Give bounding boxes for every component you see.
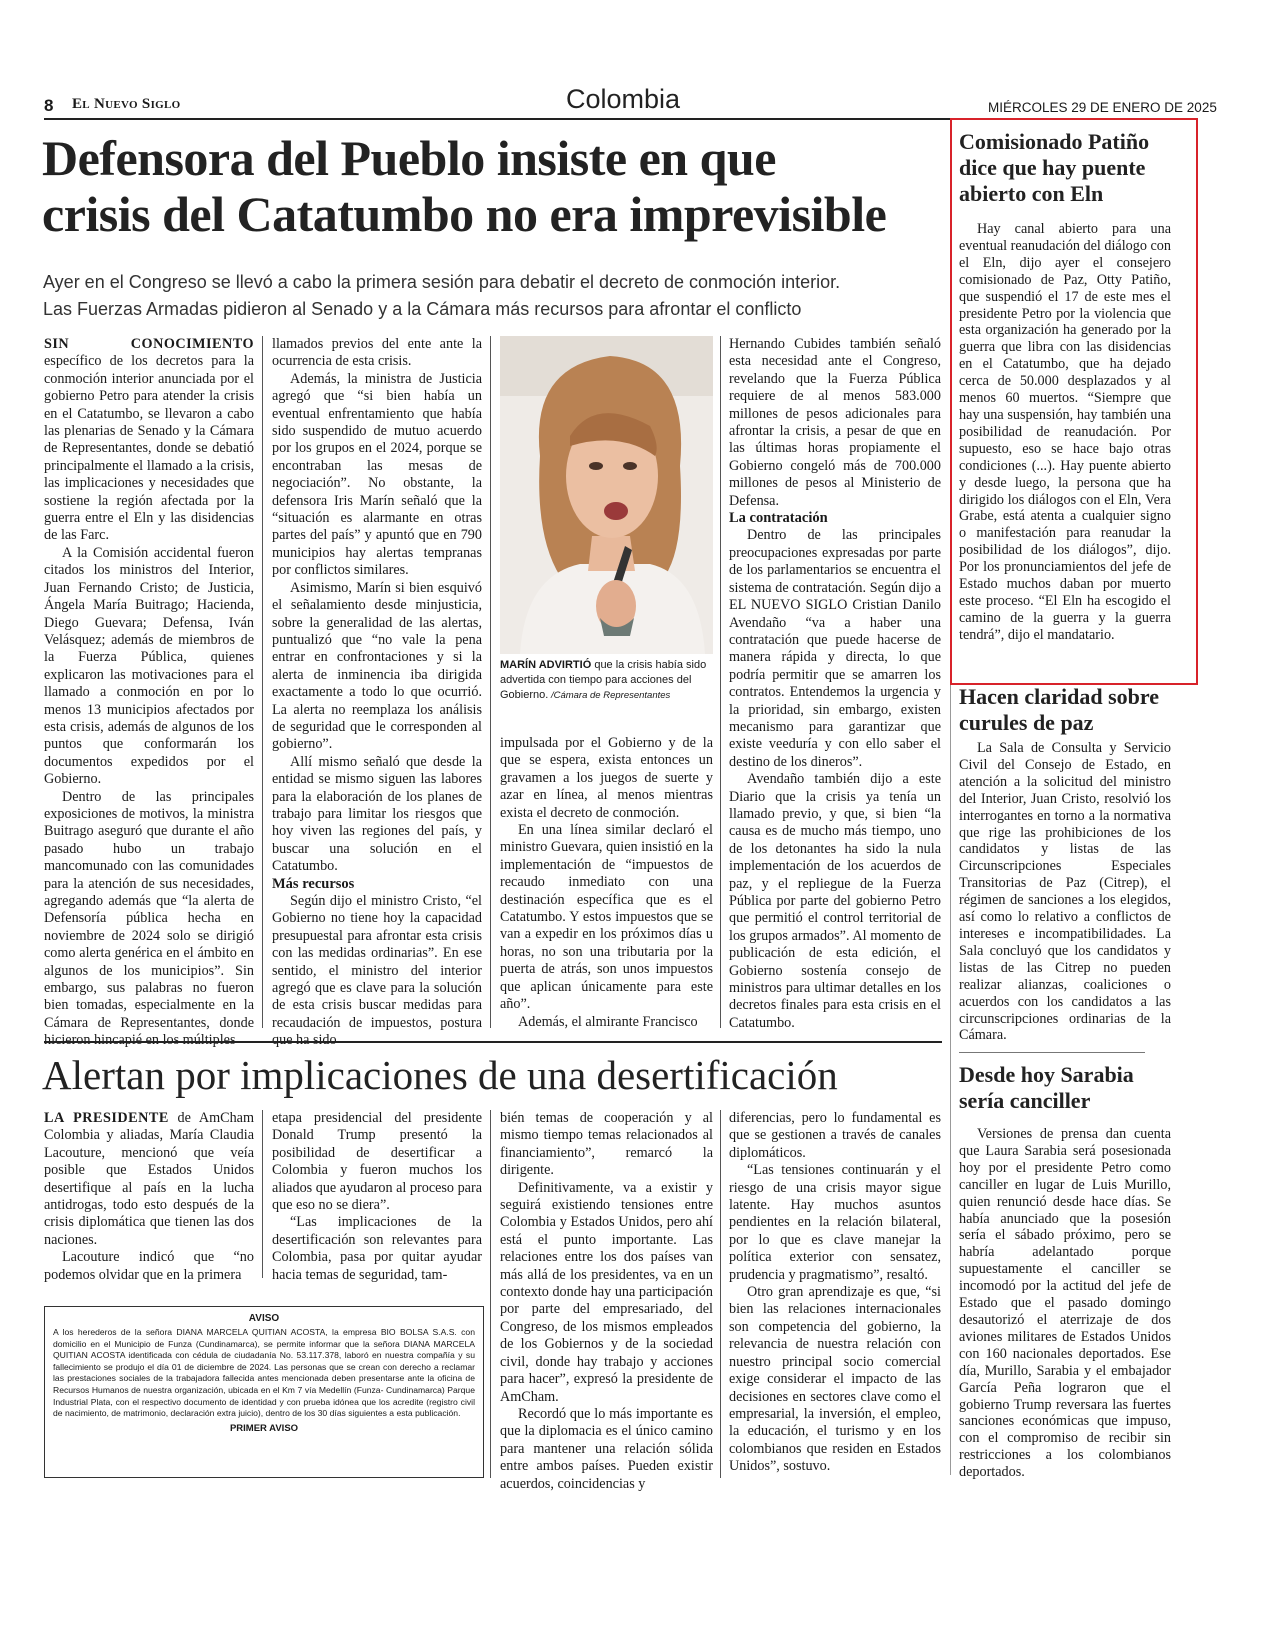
notice-box: [44, 1306, 484, 1478]
second-col1-p1: de AmCham Colombia y aliadas, María Claudia Lacouture, mencionó que veía posible que Estados Unidos desertifique al país en la lucha antidrogas, todo esto después de la crisis diplomática que tienen las dos naciones.: [44, 1110, 255, 1248]
sidebar-story1-body: [959, 221, 1171, 671]
main-col1-p2: A la Comisión accidental fueron citados los ministros del Interior, Juan Fernando Cristo; de Justicia, Ángela María Buitrago; Hacienda, Diego Guevara; Defensa, Iván Velásquez; además de miembros de la Fuerza Pública, quienes explicaron las motivaciones para el llamado a conmoción en por lo menos 13 municipios afectados por esta crisis, además de algunos de los puntos que conformarán los documentos expedidos por el Gobierno.: [44, 544, 254, 788]
subhead-mas-recursos: Más recursos: [272, 875, 355, 892]
header-rule: [44, 118, 982, 120]
main-col2-p3: Asimismo, Marín si bien esquivó el señalamiento desde minjusticia, sobre la generalidad de las alertas, puntualizó que “no vale la pena entrar en confrontaciones y si la alerta de inminencia iba dirigida exactamente a todo lo que ocurrió. La alerta no reemplaza los análisis de seguridad que le corresponden al gobierno”.: [272, 579, 482, 753]
notice-body: A los herederos de la señora DIANA MARCELA QUITIAN ACOSTA, la empresa BIO BOLSA S.A.S. con domicilio en el Municipio de Funza (Cundinamarca), se permite informar que la señora DIANA MARCELA QUITIAN ACOSTA identificada con cédula de ciudadanía No. 53.117.378, laboró en nuestra compañía y su fallecimiento se produjo el día 01 de diciembre de 2024. Las personas que se crean con derecho a reclamar las prestaciones sociales de la trabajadora fallecida antes mencionada deben presentarse ante la oficina de Recursos Humanos de nuestra organización, ubicada en el Km 7 vía Medellín (Funza- Cundinamarca) Parque Industrial Plata, con el respectivo documento de identidad y con prueba idónea que los acredite (registro civil de nacimiento, de matrimonio, declaración extra juicio), dentro de los 30 días siguientes a esta publicación.: [53, 1327, 475, 1419]
second-col3-p1: bién temas de cooperación y al mismo tiempo temas relacionados al financiamiento”, remarcó la dirigente.: [500, 1110, 713, 1179]
sidebar-story1-text: Hay canal abierto para una eventual reanudación del diálogo con el Eln, dijo ayer el consejero comisionado de Paz, Otty Patiño, que suspendió el 17 de este mes el presidente Petro por la violencia que esta organización ha generado por la guerra que libra con las disidencias en el Catatumbo, que ha dejado cerca de 50.000 desplazados y al menos 60 muertos. “Siempre que hay una suspensión, hay también una posibilidad de reanudación. Por supuesto, eso se hace bajo otras condiciones (...). Hay puente abierto y desde luego, la persona que ha dirigido los diálogos con el Eln, Vera Grabe, está atenta a cualquier signo o manifestación para reanudar la posibilidad de los diálogos”, dijo. Por los pronunciamientos del jefe de Estado muchos daban por muerto este proceso. “El Eln ha escogido el camino de la guerra y la guerra tendrá”, dijo el mandatario.: [959, 221, 1171, 643]
notice-footer: PRIMER AVISO: [229, 1422, 299, 1434]
main-col2-p1: llamados previos del ente ante la ocurrencia de esta crisis.: [272, 336, 482, 370]
sidebar-story1-headline: Comisionado Patiño dice que hay puente abierto con Eln: [959, 129, 1150, 206]
photo-credit: /Cámara de Representantes: [548, 690, 671, 701]
sidebar-story2-headline: Hacen claridad sobre curules de paz: [959, 684, 1160, 735]
second-headline: Alertan por implicaciones de una desertificación: [42, 1052, 838, 1098]
main-col1-p1: específico de los decretos para la conmoción interior anunciada por el gobierno Petro para atender la crisis en el Catatumbo, se llevaron a cabo las plenarias de Senado y la Cámara de Representantes, donde se debatió principalmente el llamado a la crisis, las implicaciones y necesidades que sostiene la región afectada por la guerra entre el Eln y las disidencias de las Farc.: [44, 353, 254, 544]
main-deck-line2: Las Fuerzas Armadas pidieron al Senado y a la Cámara más recursos para afrontar el conflicto: [43, 299, 802, 319]
masthead-logo: El Nuevo Siglo: [72, 96, 181, 112]
second-col4-p1: diferencias, pero lo fundamental es que se gestionen a través de canales diplomáticos.: [729, 1110, 941, 1161]
portrait-illustration: [500, 336, 713, 654]
main-deck-line1: Ayer en el Congreso se llevó a cabo la primera sesión para debatir el decreto de conmoción interior.: [43, 272, 841, 292]
sidebar-story3-text: Versiones de prensa dan cuenta que Laura Sarabia será posesionada hoy por el presidente Petro como canciller en lugar de Luis Murillo, quien renunció desde hace días. Se había anunciado que la posesión sería el sábado próximo, pero se habría adelantado porque supuestamente el canciller se incomodó por la actitud del jefe de Estado que el pasado domingo desautorizó el aterrizaje de dos aviones militares de Estados Unidos con 160 nacionales deportados. Ese día, Murillo, Sarabia y el embajador García Peña lograron que el gobierno Trump reversara las fuertes sanciones económicas que impuso, con el compromiso de recibir sin restricciones a los colombianos deportados.: [959, 1126, 1171, 1481]
second-col4-p2: “Las tensiones continuarán y el riesgo de una crisis mayor sigue latente. Hay muchos asuntos pendientes en la relación bilateral, por lo que es clave manejar la política exterior con sensatez, prudencia y pragmatismo”, resaltó.: [729, 1162, 941, 1283]
column-divider: [490, 336, 491, 1028]
main-col4-p2: Dentro de las principales preocupaciones expresadas por parte de los parlamentarios se encuentra el sistema de contratación. Según dijo a EL NUEVO SIGLO Cristian Danilo Avendaño “va a haber una contratación que puede hacerse de manera rápida y directa, lo que podría permitir que se amarren los contratos. Entendemos la urgencia y la prioridad, sin embargo, existen mecanismo para garantizar que existe veeduría y con ello saber el destino de los dineros”.: [729, 527, 941, 770]
photo-caption: [500, 658, 713, 703]
caption-lead: MARÍN ADVIRTIÓ: [500, 659, 592, 671]
main-col-2: [272, 336, 482, 1036]
notice-title: AVISO: [248, 1313, 280, 1324]
main-col2-p4: Allí mismo señaló que desde la entidad se mismo siguen las labores para la elaboración de los planes de trabajo para limitar los riesgos que hoy viven las regiones del país, y buscar una solución en el Catatumbo.: [272, 753, 482, 875]
second-col3-p2: Definitivamente, va a existir y seguirá existiendo tensiones entre Colombia y Estados Unidos, pero ahí está el punto importante. Las relaciones entre los dos países van más allá de los presidentes, va en un contexto donde hay una participación por parte del empresariado, del Congreso, de los mismos empleados de los Gobiernos y de la sociedad civil, donde hay trabajo y acciones para hacer”, expresó la presidente de AmCham.: [500, 1179, 713, 1405]
second-col2-p1: etapa presidencial del presidente Donald Trump presentó la posibilidad de desertificar a Colombia y fueron muchos los aliados que ayudaron al proceso para que eso no se diera”.: [272, 1110, 482, 1214]
main-col-3: [500, 735, 713, 1030]
main-headline-line1: Defensora del Pueblo insiste en que: [42, 130, 776, 186]
second-col2-p2: “Las implicaciones de la desertificación son relevantes para Colombia, pasa por quitar ayudar hacia temas de seguridad, tam-: [272, 1214, 482, 1283]
main-col4-p3: Avendaño también dijo a este Diario que la crisis ya tenía un llamado previo, y que, si bien “la causa es de mucho más tiempo, uno de los detonantes ha sido la nula implementación de los acuerdos de paz, y el repliegue de la Fuerza Pública por parte del gobierno Petro que permitió el control territorial de los grupos armados”. Al momento de publicación de esta edición, el Gobierno sostenía consejo de ministros para ultimar detalles en los decretos finales para esta crisis en el Catatumbo.: [729, 771, 941, 1031]
sidebar-story2-body: [959, 740, 1171, 1044]
main-col4-p1: Hernando Cubides también señaló esta necesidad ante el Congreso, revelando que la Fuerza Pública requiere de al menos 583.000 millones de pesos adicionales para afrontar la crisis, a pesar de que en las últimas horas propiamente el Gobierno congeló más de 700.000 millones de pesos al Ministerio de Defensa.: [729, 336, 941, 509]
main-col3-p3: Además, el almirante Francisco: [518, 1013, 698, 1030]
main-col2-p5: Según dijo el ministro Cristo, “el Gobierno no tiene hoy la capacidad presupuestal para afrontar esta crisis con las medidas ordinarias”. En ese sentido, el ministro del interior agregó que es clave para la solución de esta crisis buscar medidas para recaudación de impuestos, postura: [272, 893, 482, 1031]
subhead-la-contratacion: La contratación: [729, 510, 828, 527]
main-lead: SIN CONOCIMIENTO: [44, 336, 254, 352]
caption-text: que la crisis había sido advertida con tiempo para acciones del Gobierno.: [500, 659, 707, 701]
second-lead: LA PRESIDENTE: [44, 1110, 169, 1126]
page-date: MIÉRCOLES 29 DE ENERO DE 2025: [988, 100, 1217, 115]
column-divider: [262, 1110, 263, 1278]
sidebar-story3-body: [959, 1126, 1171, 1481]
main-col3-p1: impulsada por el Gobierno y de la que se espera, exista entonces un gravamen a los juegos de suerte y azar en línea, al menos mientras exista el decreto de conmoción.: [500, 735, 713, 821]
column-divider: [490, 1110, 491, 1478]
section-rule: [44, 1041, 942, 1043]
second-col-4: [729, 1110, 941, 1478]
main-col-4: [729, 336, 941, 1036]
main-col3-p2: En una línea similar declaró el ministro Guevara, quien insistió en la implementación de “impuestos de recaudo inmediato con una destinación específica que es el Catatumbo. Y estos impuestos que se van a expedir en los próximos días u horas, no son una tributaria por la puerta de atrás, son unos impuestos que aplican únicamente para este año”.: [500, 822, 713, 1013]
main-deck: [43, 269, 983, 323]
second-col-2: [272, 1110, 482, 1283]
sidebar-story3-headline: Desde hoy Sarabia sería canciller: [959, 1062, 1134, 1113]
second-col4-p3: Otro gran aprendizaje es que, “si bien las relaciones internacionales son competencia del gobierno, la relevancia de nuestra relación con nuestro principal socio comercial exige considerar el impacto de las decisiones en sectores clave como el empresarial, la inversión, el empleo, la educación, el turismo y en los colombianos que residen en Estados Unidos”, sostuvo.: [729, 1284, 941, 1475]
sidebar-rule: [959, 1052, 1145, 1053]
column-divider: [720, 1110, 721, 1478]
section-title: Colombia: [566, 84, 681, 114]
main-headline: [42, 130, 982, 242]
sidebar-story2-text: La Sala de Consulta y Servicio Civil del Consejo de Estado, en atención a la solicitud del ministro del Interior, Juan Cristo, resolvió los interrogantes en torno a la normativa que rige las prohibiciones de los candidatos y listas de las Circunscripciones Especiales Transitorias de Paz (Citrep), el régimen de sanciones a los elegidos, así como lo relativo a conflictos de intereses e incompatibilidades. La Sala concluyó que los candidatos y listas de las Citrep no pueden realizar alianzas, coaliciones o acuerdos con los candidatos a las circunscripciones ordinarias de la Cámara.: [959, 740, 1171, 1044]
second-col1-p2: Lacouture indicó que “no podemos olvidar que en la primera: [44, 1249, 254, 1283]
main-col-1: [44, 336, 254, 1036]
main-col1-p3: Dentro de las principales exposiciones de motivos, la ministra Buitrago aseguró que durante el año pasado hubo un trabajo mancomunado con las comunidades para la atención de sus necesidades, agregando además que “la alerta de Defensoría pública hecha en noviembre de 2024 solo se dirigió como alerta genérica en el ámbito en algunos de los municipios”. Sin embargo, sus palabras no fueron bien tomadas, especialmente en la Cámara de Representantes, donde: [44, 788, 254, 1031]
main-col2-p2: Además, la ministra de Justicia agregó que “si bien había un eventual enfrentamiento que había sido suspendido de mutuo acuerdo por los grupos en el 2024, porque se encontraban las mesas de negociación”. No obstante, la defensora Iris Marín señaló que la “situación es alarmante en otras partes del país” y apuntó que en 790 municipios hay alertas tempranas por conflictos similares.: [272, 370, 482, 579]
page-number: 8: [44, 96, 54, 115]
second-col-1: [44, 1110, 255, 1283]
second-col-3: [500, 1110, 713, 1492]
column-divider: [262, 336, 263, 1028]
second-col3-p3: Recordó que lo más importante es que la diplomacia es el único camino para mantener una relación sólida entre ambos países. Pueden existir acuerdos, coincidencias y: [500, 1405, 713, 1492]
column-divider: [720, 336, 721, 1028]
photo-defensora: [500, 336, 713, 654]
main-headline-line2: crisis del Catatumbo no era imprevisible: [42, 186, 887, 242]
